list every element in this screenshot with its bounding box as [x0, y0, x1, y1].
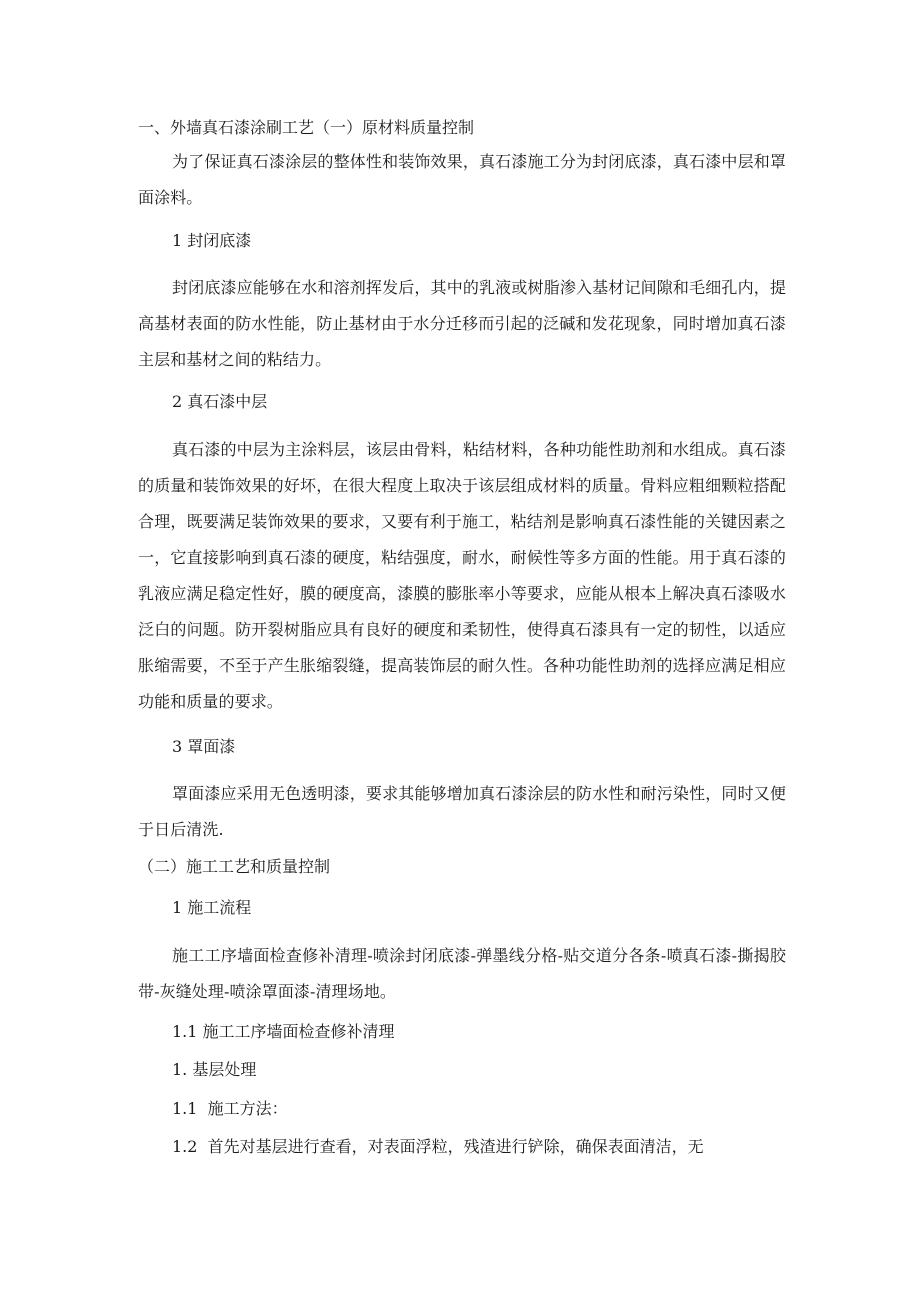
main-heading: 一、外墙真石漆涂刷工艺（一）原材料质量控制: [138, 118, 475, 137]
sub-1-title: 1 施工流程: [172, 898, 252, 917]
item-1-2: 1.2 首先对基层进行查看，对表面浮粒，残渣进行铲除，确保表面清洁，无: [172, 1137, 704, 1156]
sub-1-body: 施工工序墙面检查修补清理-喷涂封闭底漆-弹墨线分格-贴交道分各条-喷真石漆-撕揭胶带-灰缝处理-喷涂罩面漆-清理场地。: [138, 946, 786, 1001]
item-base-processing: 1. 基层处理: [172, 1060, 257, 1079]
section-3-title: 3 罩面漆: [172, 737, 236, 756]
section-2-title: 2 真石漆中层: [172, 392, 268, 411]
section-1-body: 封闭底漆应能够在水和溶剂挥发后，其中的乳液或树脂渗入基材记间隙和毛细孔内，提高基材表面的防水性能，防止基材由于水分迁移而引起的泛碱和发花现象，同时增加真石漆主层和基材之间的粘结力。: [138, 278, 786, 369]
sub-1-1-title: 1.1 施工工序墙面检查修补清理: [172, 1022, 395, 1041]
section-heading-2: （二）施工工艺和质量控制: [138, 857, 331, 876]
section-2-body: 真石漆的中层为主涂料层，该层由骨料，粘结材料，各种功能性助剂和水组成。真石漆的质量和装饰效果的好坏，在很大程度上取决于该层组成材料的质量。骨料应粗细颗粒搭配合理，既要满足装饰效果的要求，又要有利于施工，粘结剂是影响真石漆性能的关键因素之一，它直接影响到真石漆的硬度，粘结强度，耐水，耐候性等多方面的性能。用于真石漆的乳液应满足稳定性好，膜的硬度高，漆膜的膨胀率小等要求，应能从根本上解决真石漆吸水泛白的问题。防开裂树脂应具有良好的硬度和柔韧性，使得真石漆具有一定的韧性，以适应胀缩需要，不至于产生胀缩裂缝，提高装饰层的耐久性。各种功能性助剂的选择应满足相应功能和质量的要求。: [138, 440, 786, 711]
item-1-1: 1.1 施工方法：: [172, 1099, 288, 1118]
intro-paragraph: 为了保证真石漆涂层的整体性和装饰效果，真石漆施工分为封闭底漆，真石漆中层和罩面涂料。: [138, 152, 786, 207]
section-3-body: 罩面漆应采用无色透明漆，要求其能够增加真石漆涂层的防水性和耐污染性，同时又便于日后清洗.: [138, 784, 786, 839]
section-1-title: 1 封闭底漆: [172, 231, 252, 250]
